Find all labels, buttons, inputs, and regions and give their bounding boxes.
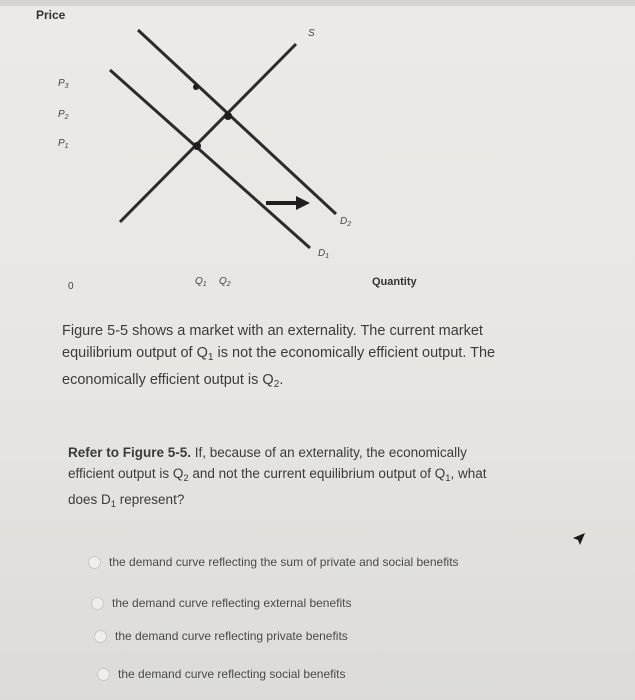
radio-button[interactable] xyxy=(94,630,107,643)
x-axis-label: Quantity xyxy=(372,276,417,288)
supply-demand-graph xyxy=(0,0,635,310)
answer-option-1[interactable] xyxy=(88,555,459,569)
figure-reference: Refer to Figure 5-5. xyxy=(68,445,192,460)
d1-curve-label: $D_1$ xyxy=(318,248,330,260)
equilibrium-point-2 xyxy=(224,112,232,120)
question-line-2: efficient output is $Q_2$ and not the current equilibrium output of $Q_1$, what xyxy=(68,466,487,484)
intro-line-2: equilibrium output of $Q_1$ is not the economically efficient output. The xyxy=(62,345,496,363)
answer-option-3[interactable] xyxy=(94,629,348,643)
radio-button[interactable] xyxy=(91,597,104,610)
quantity-tick-q1: $Q_1$ xyxy=(195,276,207,288)
intro-line-3: economically efficient output is $Q_2$. xyxy=(62,372,284,390)
question-line-3: does $D_1$ represent? xyxy=(68,492,185,510)
answer-option-label: the demand curve reflecting private benefits xyxy=(115,629,348,643)
question-text xyxy=(68,442,608,515)
d2-curve-label: $D_2$ xyxy=(340,216,352,228)
quantity-tick-q2: $Q_2$ xyxy=(219,276,231,288)
intro-text xyxy=(62,320,582,396)
answer-option-2[interactable] xyxy=(91,596,351,610)
answer-option-label: the demand curve reflecting external benefits xyxy=(112,596,352,610)
radio-button[interactable] xyxy=(88,556,101,569)
equilibrium-point-1 xyxy=(193,142,201,150)
supply-curve-label: S xyxy=(308,28,315,39)
origin-label: 0 xyxy=(68,281,74,292)
price-tick-p3: $P_3$ xyxy=(58,78,69,90)
supply-curve xyxy=(120,44,296,222)
intro-line-1: Figure 5-5 shows a market with an externality. The current market xyxy=(62,323,483,339)
answer-option-4[interactable] xyxy=(97,667,345,681)
price-tick-p2: $P_2$ xyxy=(58,109,69,121)
price-tick-p1: $P_1$ xyxy=(58,138,69,150)
answer-option-label: the demand curve reflecting social benefits xyxy=(118,667,346,681)
marginal-point xyxy=(193,84,199,90)
radio-button[interactable] xyxy=(97,668,110,681)
cursor-arrow-icon xyxy=(572,532,586,546)
arrow-right-icon xyxy=(266,196,310,210)
answer-option-label: the demand curve reflecting the sum of private and social benefits xyxy=(109,555,459,569)
question-line-1: Refer to Figure 5-5. If, because of an externality, the economically xyxy=(68,445,467,460)
y-axis-label: Price xyxy=(36,8,66,22)
